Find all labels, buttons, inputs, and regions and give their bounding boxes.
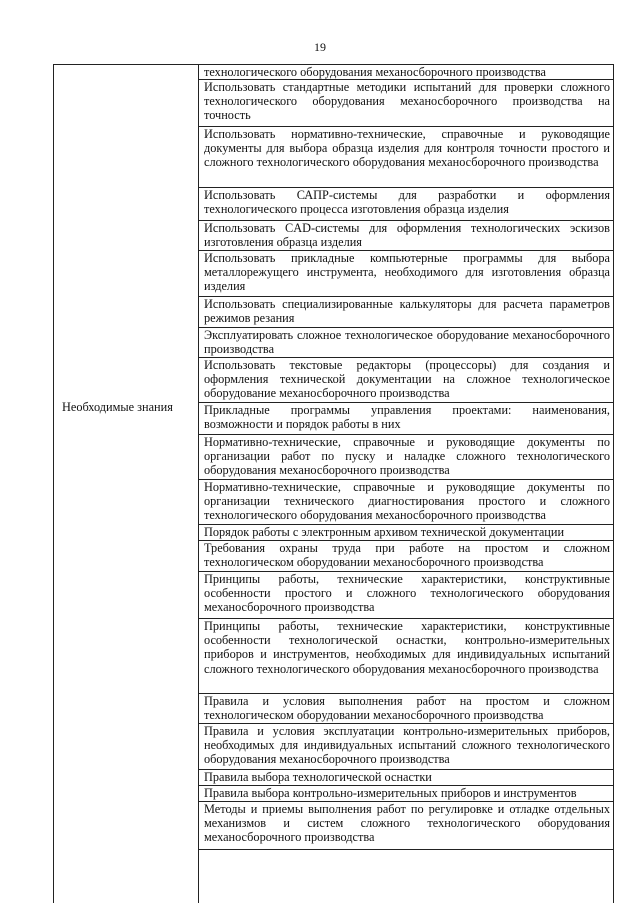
skill-cell: Использовать нормативно-технические, справочные и руководящие документы для выбора образца изделия для контроля точности простого и сложного технологического оборудования механосборочного производства	[199, 127, 614, 188]
knowledge-cell: Нормативно-технические, справочные и руководящие документы по организации технического диагностирования простого и сложного технологического оборудования механосборочного производства	[199, 480, 614, 525]
knowledge-cell: Правила и условия выполнения работ на простом и сложном технологическом оборудовании механосборочного производства	[199, 694, 614, 724]
knowledge-cell: Правила выбора технологической оснастки	[199, 770, 614, 786]
skill-cell: технологического оборудования механосборочного производства	[199, 65, 614, 80]
knowledge-cell: Принципы работы, технические характеристики, конструктивные особенности технологической оснастки, контрольно-измерительных приборов и инструментов, необходимых для индивидуальных испытаний сложного технологического оборудования механосборочного производства	[199, 619, 614, 694]
knowledge-cell: Порядок работы с электронным архивом технической документации	[199, 525, 614, 541]
skill-cell: Использовать CAD-системы для оформления технологических эскизов изготовления образца изделия	[199, 221, 614, 251]
knowledge-section-label: Необходимые знания	[62, 400, 173, 414]
skill-cell: Использовать САПР-системы для разработки и оформления технологического процесса изготовления образца изделия	[199, 188, 614, 221]
knowledge-cell: Правила и условия эксплуатации контрольно-измерительных приборов, необходимых для индивидуальных испытаний сложного технологического оборудования механосборочного производства	[199, 724, 614, 770]
knowledge-cell: Прикладные программы управления проектами: наименования, возможности и порядок работы в них	[199, 403, 614, 435]
skill-cell: Использовать специализированные калькуляторы для расчета параметров режимов резания	[199, 297, 614, 328]
skill-cell: Использовать текстовые редакторы (процессоры) для создания и оформления технической документации на сложное технологическое оборудование механосборочного производства	[199, 358, 614, 403]
knowledge-cell: Нормативно-технические, справочные и руководящие документы по организации работ по пуску и наладке сложного технологического оборудования механосборочного производства	[199, 435, 614, 480]
skill-cell: Использовать прикладные компьютерные программы для выбора металлорежущего инструмента, необходимого для изготовления образца изделия	[199, 251, 614, 297]
requirements-cells	[199, 65, 614, 850]
knowledge-cell: Принципы работы, технические характеристики, конструктивные особенности простого и сложного технологического оборудования механосборочного производства	[199, 572, 614, 619]
page-number: 19	[314, 40, 326, 54]
knowledge-cell: Требования охраны труда при работе на простом и сложном технологическом оборудовании механосборочного производства	[199, 541, 614, 572]
skill-cell: Использовать стандартные методики испытаний для проверки сложного технологического оборудования механосборочного производства на точность	[199, 80, 614, 127]
knowledge-cell: Методы и приемы выполнения работ по регулировке и отладке отдельных механизмов и систем сложного технологического оборудования механосборочного производства	[199, 802, 614, 850]
knowledge-cell: Правила выбора контрольно-измерительных приборов и инструментов	[199, 786, 614, 802]
requirements-table	[53, 64, 614, 903]
skill-cell: Эксплуатировать сложное технологическое оборудование механосборочного производства	[199, 328, 614, 358]
